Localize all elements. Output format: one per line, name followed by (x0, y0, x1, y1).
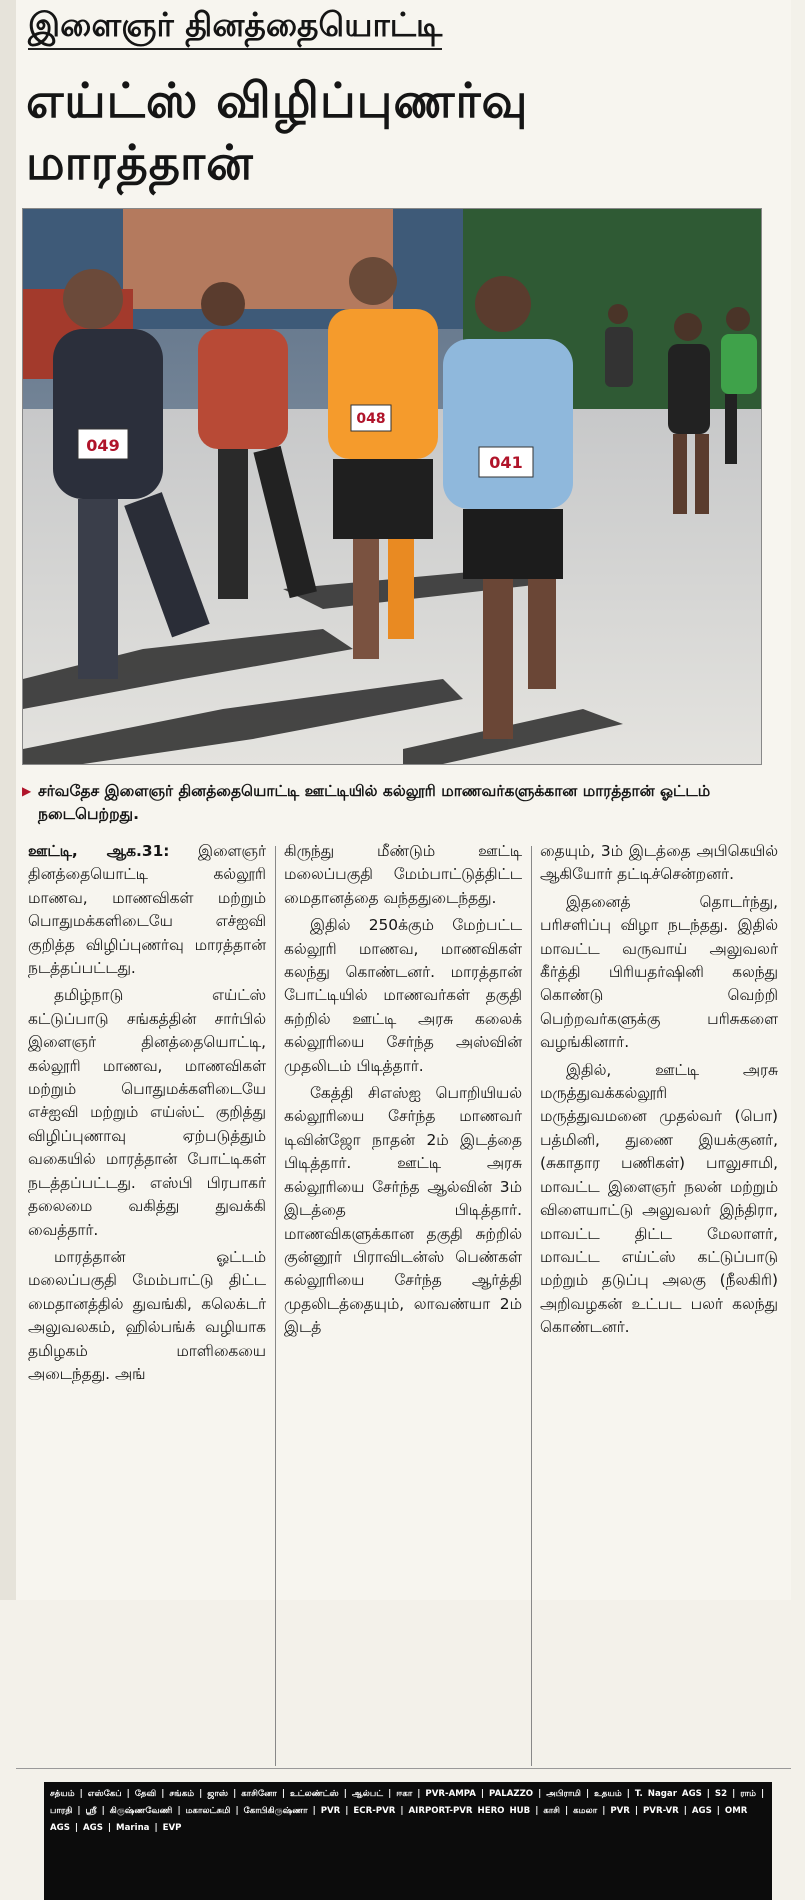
paragraph: இதில், ஊட்டி அரசு மருத்துவக்கல்லூரி மருத்துவமனை முதல்வர் (பொ) பத்மினி, துணை இயக்குனர், (சுகாதார பணிகள்) பாலுசாமி, மாவட்ட இளைஞர் நலன் மற்றும் விளையாட்டு அலுவலர் இந்திரா, மாவட்ட திட்ட மேலாளர், மாவட்ட எய்ட்ஸ் கட்டுப்பாடு மற்றும் தடுப்பு அலகு (நீலகிரி) அறிவழகன் உட்பட பலர் கலந்து கொண்டனர். (540, 1060, 778, 1337)
paragraph: கேத்தி சிஎஸ்ஐ பொறியியல் கல்லூரியை சேர்ந்த மாணவர் டிவின்ஜோ நாதன் 2ம் இடத்தை பிடித்தார். ஊட்டி அரசு கல்லூரியை சேர்ந்த ஆல்வின் 3ம் இடத்தை பிடித்தார். மாணவிகளுக்கான தகுதி சுற்றில் குன்னூர் பிராவிடன்ஸ் பெண்கள் கல்லூரியை சேர்ந்த ஆர்த்தி முதலிடத்தையும், லாவண்யா 2ம் இடத் (284, 1084, 522, 1337)
bib-041: 041 (489, 453, 523, 472)
article-body (28, 840, 776, 1775)
paragraph: மாரத்தான் ஓட்டம் மலைப்பகுதி மேம்பாட்டு திட்ட மைதானத்தில் துவங்கி, கலெக்டர் அலுவலகம், ஹில்பங்க் வழியாக தமிழகம் மாளிகையை அடைந்தது. அங் (28, 1247, 266, 1383)
cinema-advertisement: சத்யம் | எஸ்கேப் | தேவி | சங்கம் | ஜாஸ் | காசினோ | உட்லண்ட்ஸ் | ஆல்பட் | ஈகா | PVR-AMPA | PALAZZO | அபிராமி | உதயம் | T. Nagar AGS | S2 | ராம் | பாரதி | ஸ்ரீ | கிருஷ்ணவேணி | மகாலட்சுமி | கோபிகிருஷ்ணா | PVR | ECR-PVR | AIRPORT-PVR HERO HUB | காசி | கமலா | PVR | PVR-VR | AGS | OMR AGS | AGS | Marina | EVP (44, 1782, 772, 1900)
footer-divider (16, 1768, 791, 1769)
article-column-1 (28, 840, 266, 1390)
building-wall (123, 209, 393, 309)
paragraph: தையும், 3ம் இடத்தை அபிகெயில் ஆகியோர் தட்டிச்சென்றனர். (540, 842, 778, 884)
paragraph: இதில் 250க்கும் மேற்பட்ட கல்லூரி மாணவ, மாணவிகள் கலந்து கொண்டனர். மாரத்தான் போட்டியில் மாணவர்கள் தகுதி சுற்றில் ஊட்டி அரசு கலைக் கல்லூரியை சேர்ந்த அஸ்வின் முதலிடம் பிடித்தார். (284, 916, 522, 1075)
paragraph: இதனைத் தொடர்ந்து, பரிசளிப்பு விழா நடந்தது. இதில் மாவட்ட வருவாய் அலுவலர் கீர்த்தி பிரியதர்ஷினி கலந்து கொண்டு வெற்றி பெற்றவர்களுக்கு பரிசுகளை வழங்கினார். (540, 892, 778, 1052)
paragraph: கிருந்து மீண்டும் ஊட்டி மலைப்பகுதி மேம்பாட்டுத்திட்ட மைதானத்தை வந்ததுடைந்தது. (284, 842, 522, 907)
caption-text: சர்வதேச இளைஞர் தினத்தையொட்டி ஊட்டியில் கல்லூரி மாணவர்களுக்கான மாரத்தான் ஓட்டம் நடைபெற்றது. (38, 782, 711, 823)
bib-048: 048 (356, 411, 386, 427)
column-divider (531, 846, 532, 1766)
article-headline: எய்ட்ஸ் விழிப்புணர்வு மாரத்தான் (26, 73, 529, 191)
article-column-2 (284, 840, 522, 1344)
paragraph-text: இளைஞர் தினத்தையொட்டி கல்லூரி மாணவ, மாணவிகள் மற்றும் பொதுமக்களிடையே எச்ஐவி குறித்த விழிப்புணர்வு மாரத்தான் நடத்தப்பட்டது. (28, 842, 266, 978)
caption-arrow-icon: ▶ (22, 784, 32, 798)
news-photo-marathon-runners (22, 208, 762, 765)
article-kicker: இளைஞர் தினத்தையொட்டி (28, 4, 442, 50)
paragraph: தமிழ்நாடு எய்ட்ஸ் கட்டுப்பாடு சங்கத்தின் சார்பில் இளைஞர் தினத்தையொட்டி, கல்லூரி மாணவ, மாணவிகள் மற்றும் பொதுமக்களிடையே எச்ஐவி மற்றும் எய்ஸ்ட் குறித்து விழிப்புணாவு ஏற்படுத்தும் வகையில் மாரத்தான் போட்டிகள் நடத்தப்பட்டது. எஸ்பி பிரபாகர் தலைமை வகித்து துவக்கி வைத்தார். (28, 986, 266, 1239)
photo-illustration (23, 209, 761, 764)
photo-caption (22, 780, 783, 826)
dateline: ஊட்டி, ஆக.31: (28, 842, 170, 860)
bib-049: 049 (86, 436, 120, 455)
column-divider (275, 846, 276, 1766)
paragraph (28, 840, 266, 980)
article-column-3 (540, 840, 778, 1344)
page-margin-strip (0, 0, 17, 1600)
